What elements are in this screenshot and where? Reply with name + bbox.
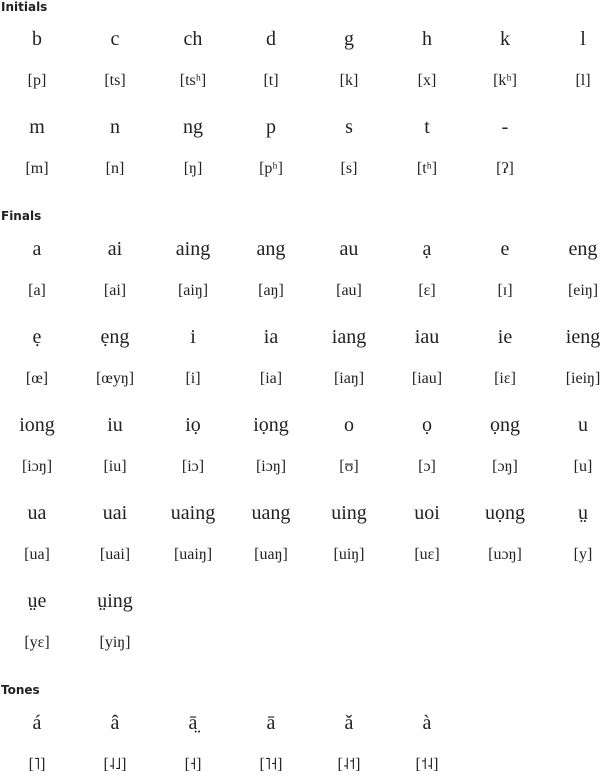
ipa-cell: [uɔŋ]	[488, 546, 522, 563]
spelling-cell: c	[110, 28, 120, 50]
spelling-cell: ie	[497, 326, 513, 348]
spelling-row	[0, 114, 604, 140]
ipa-cell: [œyŋ]	[95, 370, 135, 387]
ipa-row	[0, 632, 604, 654]
spelling-cell: iong	[19, 414, 55, 436]
spelling-cell: iu	[107, 414, 123, 436]
spelling-cell: u	[578, 414, 588, 436]
ipa-cell: [ɛ]	[418, 282, 436, 299]
spelling-cell: o	[344, 414, 354, 436]
ipa-cell: [n]	[105, 160, 125, 177]
spelling-row	[0, 500, 604, 526]
spelling-cell: m	[29, 116, 45, 138]
spelling-cell: h	[422, 28, 432, 50]
ipa-cell: [iu]	[103, 458, 127, 475]
spelling-cell: ā̤	[188, 712, 198, 734]
ipa-cell: [aŋ]	[258, 282, 284, 299]
spelling-cell: ṳ	[578, 502, 588, 524]
spelling-cell: ẹng	[100, 326, 130, 348]
ipa-cell: [au]	[336, 282, 362, 299]
ipa-cell: [œ]	[25, 370, 49, 387]
ipa-cell: [yiŋ]	[99, 634, 131, 651]
ipa-cell: [iɔ]	[181, 458, 205, 475]
spelling-cell: ạ	[422, 238, 432, 260]
spelling-cell: aing	[175, 238, 211, 260]
ipa-cell: [ʔ]	[496, 160, 514, 177]
spelling-cell: iang	[331, 326, 367, 348]
ipa-cell: [˥˧]	[259, 756, 283, 773]
ipa-cell: [eiŋ]	[567, 282, 599, 299]
spelling-cell: uai	[102, 502, 128, 524]
ipa-cell: [uaŋ]	[254, 546, 288, 563]
ipa-cell: [ts]	[104, 72, 126, 89]
spelling-row	[0, 236, 604, 262]
ipa-row	[0, 456, 604, 478]
ipa-cell: [˨˦]	[337, 756, 361, 773]
ipa-cell: [kʰ]	[493, 72, 517, 89]
spelling-cell: ṳe	[27, 590, 47, 612]
spelling-cell: ā	[266, 712, 276, 734]
ipa-cell: [u]	[573, 458, 593, 475]
ipa-cell: [iɛ]	[494, 370, 516, 387]
spelling-row	[0, 412, 604, 438]
spelling-cell: ua	[27, 502, 47, 524]
ipa-cell: [iɔŋ]	[255, 458, 287, 475]
spelling-cell: au	[339, 238, 359, 260]
spelling-cell: b	[32, 28, 42, 50]
ipa-cell: [˦˨]	[415, 756, 439, 773]
ipa-cell: [uaiŋ]	[173, 546, 213, 563]
spelling-cell: ǎ	[344, 712, 354, 734]
spelling-row	[0, 588, 604, 614]
section-heading-initials: Initials	[1, 0, 48, 14]
spelling-cell: a	[32, 238, 42, 260]
spelling-cell: ia	[263, 326, 279, 348]
ipa-cell: [pʰ]	[259, 160, 283, 177]
spelling-cell: ang	[256, 238, 286, 260]
ipa-cell: [ai]	[103, 282, 127, 299]
spelling-cell: -	[501, 116, 509, 138]
ipa-cell: [x]	[417, 72, 437, 89]
spelling-cell: ṳing	[97, 590, 133, 612]
ipa-cell: [iaŋ]	[333, 370, 365, 387]
ipa-cell: [uɛ]	[414, 546, 440, 563]
spelling-cell: iau	[414, 326, 440, 348]
ipa-cell: [yɛ]	[24, 634, 50, 651]
spelling-cell: eng	[568, 238, 598, 260]
spelling-cell: à	[422, 712, 432, 734]
spelling-cell: ai	[107, 238, 123, 260]
spelling-cell: uọng	[485, 502, 525, 524]
ipa-cell: [˨˩]	[103, 756, 127, 773]
ipa-cell: [y]	[573, 546, 593, 563]
spelling-cell: l	[580, 28, 586, 50]
spelling-cell: i	[190, 326, 196, 348]
ipa-cell: [ua]	[24, 546, 50, 563]
ipa-row	[0, 368, 604, 390]
ipa-cell: [l]	[575, 72, 591, 89]
section-heading-tones: Tones	[1, 683, 40, 697]
ipa-cell: [a]	[28, 282, 46, 299]
spelling-cell: p	[266, 116, 276, 138]
spelling-cell: ng	[183, 116, 203, 138]
spelling-cell: ieng	[565, 326, 601, 348]
ipa-cell: [s]	[340, 160, 358, 177]
spelling-row	[0, 710, 604, 736]
ipa-row	[0, 544, 604, 566]
ipa-row	[0, 70, 604, 92]
spelling-cell: n	[110, 116, 120, 138]
spelling-cell: â	[110, 712, 120, 734]
ipa-cell: [˥]	[28, 756, 46, 773]
ipa-cell: [iɔŋ]	[21, 458, 53, 475]
ipa-cell: [tʰ]	[416, 160, 438, 177]
spelling-cell: e	[500, 238, 510, 260]
spelling-cell: ọng	[490, 414, 520, 436]
spelling-cell: ch	[183, 28, 203, 50]
spelling-cell: d	[266, 28, 276, 50]
spelling-cell: uang	[251, 502, 291, 524]
ipa-row	[0, 754, 604, 776]
spelling-cell: á	[32, 712, 42, 734]
ipa-cell: [t]	[263, 72, 279, 89]
spelling-cell: ọ	[422, 414, 432, 436]
ipa-cell: [uiŋ]	[333, 546, 365, 563]
section-heading-finals: Finals	[1, 209, 42, 223]
spelling-cell: ẹ	[32, 326, 42, 348]
spelling-row	[0, 26, 604, 52]
ipa-cell: [i]	[185, 370, 201, 387]
ipa-cell: [ieiŋ]	[565, 370, 601, 387]
ipa-cell: [ŋ]	[183, 160, 203, 177]
spelling-cell: t	[424, 116, 430, 138]
spelling-cell: iọng	[253, 414, 289, 436]
spelling-cell: uing	[331, 502, 367, 524]
ipa-cell: [iau]	[411, 370, 443, 387]
spelling-cell: uoi	[414, 502, 440, 524]
ipa-cell: [aiŋ]	[177, 282, 209, 299]
ipa-cell: [˧]	[184, 756, 202, 773]
ipa-cell: [m]	[25, 160, 49, 177]
spelling-cell: s	[345, 116, 353, 138]
ipa-row	[0, 158, 604, 180]
ipa-cell: [tsʰ]	[179, 72, 207, 89]
ipa-cell: [ʊ]	[339, 458, 359, 475]
spelling-cell: iọ	[185, 414, 201, 436]
spelling-row	[0, 324, 604, 350]
ipa-cell: [uai]	[99, 546, 131, 563]
ipa-row	[0, 280, 604, 302]
ipa-cell: [k]	[339, 72, 359, 89]
spelling-cell: uaing	[170, 502, 216, 524]
ipa-cell: [ɔŋ]	[492, 458, 518, 475]
spelling-cell: g	[344, 28, 354, 50]
ipa-cell: [ia]	[259, 370, 283, 387]
spelling-cell: k	[500, 28, 510, 50]
ipa-cell: [ɪ]	[497, 282, 513, 299]
ipa-cell: [ɔ]	[418, 458, 436, 475]
ipa-cell: [p]	[27, 72, 47, 89]
